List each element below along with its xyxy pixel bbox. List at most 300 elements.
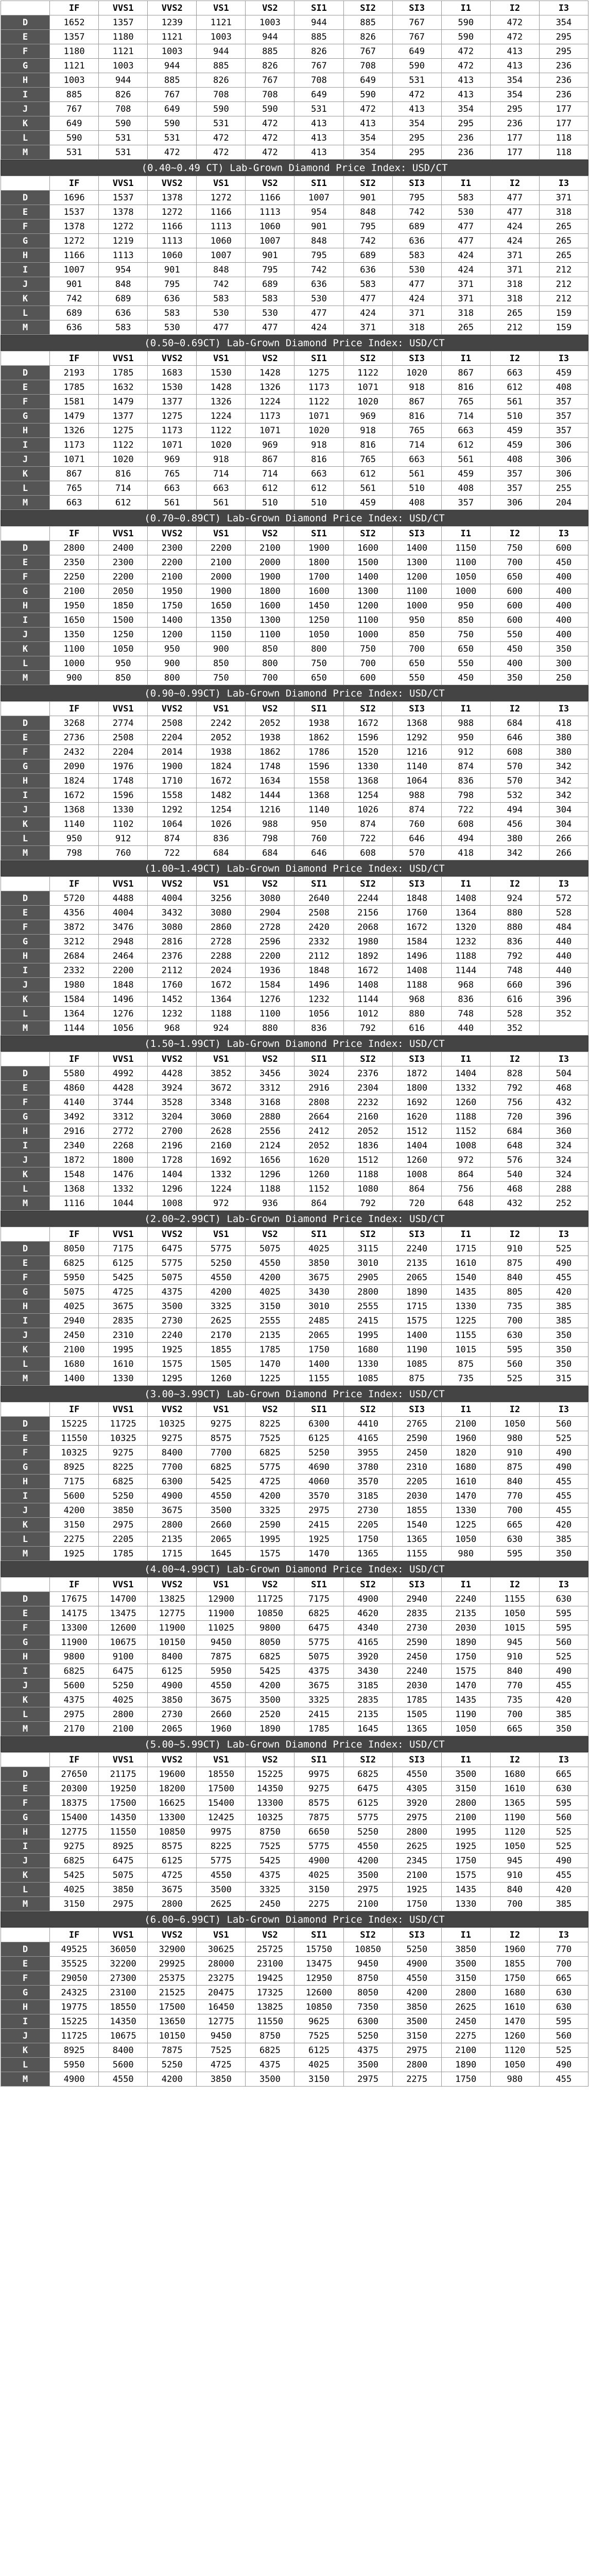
price-cell: 472 — [246, 116, 294, 131]
price-cell: 477 — [392, 277, 441, 292]
color-grade-cell: F — [1, 1971, 50, 1986]
price-cell: 408 — [392, 496, 441, 510]
price-cell: 236 — [441, 145, 490, 160]
table-row — [1, 978, 588, 992]
color-grade-cell: E — [1, 555, 50, 570]
price-cell: 583 — [441, 191, 490, 205]
price-cell: 477 — [441, 234, 490, 248]
price-cell: 16625 — [148, 1796, 197, 1810]
price-cell: 12425 — [197, 1810, 246, 1825]
price-cell: 1537 — [50, 205, 99, 219]
price-cell: 2940 — [392, 1592, 441, 1606]
price-cell: 1610 — [441, 1256, 490, 1270]
column-header: I3 — [539, 1753, 588, 1767]
price-cell: 318 — [392, 320, 441, 335]
price-cell: 1180 — [50, 44, 99, 59]
price-cell: 765 — [343, 452, 392, 467]
price-cell: 304 — [539, 803, 588, 817]
price-cell: 3325 — [197, 1299, 246, 1314]
price-cell: 1750 — [294, 1343, 343, 1357]
table-row — [1, 642, 588, 656]
price-cell: 432 — [539, 1095, 588, 1110]
price-cell: 2415 — [294, 1518, 343, 1532]
price-cell: 1980 — [50, 978, 99, 992]
price-cell: 968 — [392, 992, 441, 1007]
price-cell: 636 — [50, 320, 99, 335]
price-cell: 1368 — [294, 788, 343, 803]
price-cell: 1020 — [343, 395, 392, 409]
price-cell: 6825 — [99, 1475, 148, 1489]
price-cell: 1479 — [99, 395, 148, 409]
price-cell: 1800 — [294, 555, 343, 570]
price-cell: 2275 — [294, 1897, 343, 1911]
price-cell: 13300 — [148, 1810, 197, 1825]
price-cell: 2420 — [294, 920, 343, 935]
price-cell: 805 — [490, 1285, 539, 1299]
table-row — [1, 1021, 588, 1036]
price-cell: 3850 — [392, 2000, 441, 2014]
price-cell: 3872 — [50, 920, 99, 935]
color-grade-cell: E — [1, 380, 50, 395]
column-header: SI1 — [294, 702, 343, 716]
price-cell: 1122 — [343, 366, 392, 380]
table-row — [1, 1825, 588, 1839]
price-cell: 600 — [490, 584, 539, 599]
price-cell: 18375 — [50, 1796, 99, 1810]
color-grade-cell: J — [1, 1153, 50, 1167]
table-row — [1, 935, 588, 949]
table-row — [1, 409, 588, 423]
table-row — [1, 846, 588, 860]
price-cell: 490 — [539, 1664, 588, 1679]
price-cell: 477 — [294, 306, 343, 320]
price-cell: 5600 — [50, 1679, 99, 1693]
price-cell: 2628 — [197, 1124, 246, 1139]
price-cell: 1121 — [99, 44, 148, 59]
price-cell: 288 — [539, 1182, 588, 1196]
table-row — [1, 1182, 588, 1196]
price-cell: 1219 — [99, 234, 148, 248]
price-cell: 4200 — [246, 1489, 294, 1503]
price-cell: 3150 — [392, 2029, 441, 2043]
price-cell: 750 — [197, 671, 246, 685]
price-cell: 424 — [343, 306, 392, 320]
column-header: VS2 — [246, 877, 294, 891]
price-cell: 236 — [441, 131, 490, 145]
price-cell: 1254 — [343, 788, 392, 803]
price-cell: 531 — [294, 102, 343, 116]
price-cell: 735 — [441, 1371, 490, 1386]
price-cell: 1008 — [441, 1139, 490, 1153]
price-cell: 2288 — [197, 949, 246, 963]
table-row — [1, 963, 588, 978]
price-cell: 3850 — [99, 1503, 148, 1518]
price-cell: 1656 — [246, 1153, 294, 1167]
color-grade-cell: E — [1, 1431, 50, 1446]
price-cell: 306 — [490, 496, 539, 510]
price-cell: 1680 — [441, 1460, 490, 1475]
column-header: I3 — [539, 877, 588, 891]
price-cell: 400 — [539, 570, 588, 584]
price-cell: 8225 — [99, 1460, 148, 1475]
price-cell: 295 — [441, 116, 490, 131]
column-header: VS2 — [246, 1753, 294, 1767]
table-row — [1, 380, 588, 395]
color-grade-cell: F — [1, 1270, 50, 1285]
price-cell: 792 — [343, 1021, 392, 1036]
table-row — [1, 906, 588, 920]
price-cell: 1938 — [197, 745, 246, 759]
price-cell: 901 — [148, 263, 197, 277]
price-cell: 616 — [490, 992, 539, 1007]
price-cell: 969 — [148, 452, 197, 467]
price-cell: 950 — [441, 599, 490, 613]
table-row — [1, 1371, 588, 1386]
price-cell: 840 — [490, 1270, 539, 1285]
price-cell: 450 — [441, 671, 490, 685]
price-cell: 1080 — [343, 1182, 392, 1196]
color-grade-cell: K — [1, 116, 50, 131]
price-cell: 1575 — [441, 1664, 490, 1679]
price-cell: 700 — [490, 1503, 539, 1518]
price-cell: 550 — [392, 671, 441, 685]
price-cell: 10325 — [246, 1810, 294, 1825]
price-cell: 636 — [294, 277, 343, 292]
table-row — [1, 2029, 588, 2043]
price-cell: 4004 — [99, 906, 148, 920]
price-cell: 504 — [539, 1066, 588, 1081]
price-cell: 295 — [392, 145, 441, 160]
column-header: I2 — [490, 1928, 539, 1942]
price-cell: 3168 — [246, 1095, 294, 1110]
price-cell: 413 — [392, 102, 441, 116]
price-cell: 867 — [392, 395, 441, 409]
price-cell: 1188 — [246, 1182, 294, 1196]
price-cell: 1200 — [148, 628, 197, 642]
price-cell: 10325 — [50, 1446, 99, 1460]
table-row — [1, 248, 588, 263]
price-cell: 1672 — [197, 978, 246, 992]
price-cell: 1890 — [392, 1285, 441, 1299]
table-row — [1, 1518, 588, 1532]
table-row — [1, 1782, 588, 1796]
price-cell: 2736 — [50, 731, 99, 745]
price-cell: 5250 — [148, 2058, 197, 2072]
price-cell: 3024 — [294, 1066, 343, 1081]
price-cell: 1938 — [294, 716, 343, 731]
price-cell: 4375 — [246, 2058, 294, 2072]
price-cell: 918 — [392, 380, 441, 395]
price-cell: 742 — [343, 234, 392, 248]
price-cell: 1634 — [246, 774, 294, 788]
color-grade-cell: I — [1, 788, 50, 803]
column-header: SI2 — [343, 527, 392, 541]
price-cell: 1428 — [246, 366, 294, 380]
price-cell: 1300 — [246, 613, 294, 628]
price-table — [1, 176, 588, 335]
price-cell: 2100 — [50, 1343, 99, 1357]
table-row — [1, 131, 588, 145]
column-header: VVS2 — [148, 702, 197, 716]
price-cell: 5775 — [197, 1242, 246, 1256]
column-header: I1 — [441, 1, 490, 15]
price-cell: 1056 — [99, 1021, 148, 1036]
column-header: SI3 — [392, 877, 441, 891]
price-cell: 1100 — [246, 1007, 294, 1021]
price-cell: 1368 — [392, 716, 441, 731]
table-row — [1, 1285, 588, 1299]
table-row — [1, 263, 588, 277]
price-cell: 2916 — [294, 1081, 343, 1095]
price-cell: 2555 — [343, 1299, 392, 1314]
price-cell: 5425 — [50, 1868, 99, 1883]
color-grade-cell: H — [1, 1650, 50, 1664]
price-cell: 8050 — [50, 1242, 99, 1256]
price-cell: 1330 — [441, 1897, 490, 1911]
price-cell: 792 — [490, 949, 539, 963]
price-cell: 630 — [539, 1986, 588, 2000]
table-row — [1, 234, 588, 248]
price-cell: 1060 — [197, 234, 246, 248]
price-cell: 5250 — [392, 1942, 441, 1957]
price-cell: 2065 — [197, 1532, 246, 1547]
price-cell: 3348 — [197, 1095, 246, 1110]
price-cell: 767 — [246, 73, 294, 88]
price-cell: 2916 — [50, 1124, 99, 1139]
price-cell: 945 — [490, 1854, 539, 1868]
price-cell: 663 — [50, 496, 99, 510]
price-cell: 1995 — [99, 1343, 148, 1357]
price-cell: 912 — [99, 832, 148, 846]
column-header: I3 — [539, 1, 588, 15]
price-cell: 1050 — [441, 1532, 490, 1547]
price-cell: 24325 — [50, 1986, 99, 2000]
price-cell: 646 — [294, 846, 343, 860]
price-cell: 826 — [99, 88, 148, 102]
price-cell: 13475 — [99, 1606, 148, 1621]
price-cell: 9275 — [99, 1446, 148, 1460]
price-cell: 9975 — [197, 1825, 246, 1839]
table-row — [1, 1957, 588, 1971]
price-cell: 2350 — [50, 555, 99, 570]
price-cell: 816 — [294, 452, 343, 467]
color-grade-cell: F — [1, 570, 50, 584]
price-cell: 1100 — [441, 555, 490, 570]
price-cell: 950 — [50, 832, 99, 846]
color-grade-cell: L — [1, 306, 50, 320]
price-cell: 1404 — [441, 1066, 490, 1081]
price-cell: 649 — [50, 116, 99, 131]
color-grade-cell: D — [1, 15, 50, 30]
price-cell: 11550 — [50, 1431, 99, 1446]
price-cell: 561 — [343, 481, 392, 496]
table-row — [1, 438, 588, 452]
price-cell: 2065 — [392, 1270, 441, 1285]
price-cell: 836 — [197, 832, 246, 846]
price-cell: 2030 — [392, 1489, 441, 1503]
price-cell: 3430 — [294, 1285, 343, 1299]
price-cell: 531 — [392, 73, 441, 88]
price-cell: 936 — [246, 1196, 294, 1211]
color-grade-cell: F — [1, 44, 50, 59]
price-cell: 1007 — [294, 191, 343, 205]
price-cell: 720 — [392, 1196, 441, 1211]
column-header: VVS2 — [148, 527, 197, 541]
price-cell: 2450 — [392, 1650, 441, 1664]
price-cell: 3500 — [441, 1767, 490, 1782]
price-cell: 455 — [539, 1868, 588, 1883]
column-header: VS1 — [197, 176, 246, 191]
price-cell: 2000 — [246, 555, 294, 570]
price-cell: 2450 — [246, 1897, 294, 1911]
price-cell: 1584 — [392, 935, 441, 949]
price-cell: 8400 — [99, 2043, 148, 2058]
price-cell: 1260 — [197, 1371, 246, 1386]
price-cell: 1632 — [99, 380, 148, 395]
price-cell: 1150 — [441, 541, 490, 555]
price-cell: 6125 — [294, 2043, 343, 2058]
price-cell: 1950 — [50, 599, 99, 613]
price-cell: 1188 — [197, 1007, 246, 1021]
price-cell: 9450 — [197, 2029, 246, 2043]
price-cell: 1003 — [99, 59, 148, 73]
price-cell: 1326 — [50, 423, 99, 438]
price-cell: 828 — [490, 1066, 539, 1081]
price-cell: 3675 — [148, 1883, 197, 1897]
column-header: IF — [50, 1928, 99, 1942]
color-grade-cell: D — [1, 1242, 50, 1256]
price-cell: 19600 — [148, 1767, 197, 1782]
price-cell: 770 — [539, 1942, 588, 1957]
price-cell: 826 — [197, 73, 246, 88]
price-cell: 15400 — [197, 1796, 246, 1810]
color-grade-cell: I — [1, 1664, 50, 1679]
table-row — [1, 1547, 588, 1561]
price-cell: 2100 — [392, 1868, 441, 1883]
price-cell: 3268 — [50, 716, 99, 731]
price-cell: 6825 — [197, 1460, 246, 1475]
corner-cell — [1, 1928, 50, 1942]
price-cell: 848 — [343, 205, 392, 219]
price-cell: 874 — [441, 759, 490, 774]
table-row — [1, 1664, 588, 1679]
price-table-block — [1, 1736, 588, 1911]
price-cell: 885 — [246, 44, 294, 59]
price-cell: 352 — [490, 1021, 539, 1036]
price-cell: 867 — [50, 467, 99, 481]
price-cell: 2450 — [392, 1446, 441, 1460]
price-cell: 1295 — [148, 1371, 197, 1386]
color-grade-cell: H — [1, 73, 50, 88]
price-cell: 1470 — [441, 1679, 490, 1693]
color-grade-cell: D — [1, 716, 50, 731]
price-cell: 5425 — [99, 1270, 148, 1285]
price-cell: 2135 — [392, 1256, 441, 1270]
price-cell: 910 — [490, 1242, 539, 1256]
price-cell: 2975 — [343, 2072, 392, 2087]
price-cell: 1872 — [392, 1066, 441, 1081]
price-cell: 4860 — [50, 1081, 99, 1095]
price-cell: 980 — [490, 1431, 539, 1446]
price-cell: 14350 — [246, 1782, 294, 1796]
column-header: SI2 — [343, 351, 392, 366]
price-cell: 1364 — [441, 906, 490, 920]
price-cell: 1071 — [343, 380, 392, 395]
price-cell: 750 — [294, 656, 343, 671]
price-cell: 11900 — [148, 1621, 197, 1635]
price-cell: 2816 — [148, 935, 197, 949]
price-cell: 760 — [294, 832, 343, 846]
price-cell: 371 — [539, 191, 588, 205]
column-header: SI3 — [392, 1, 441, 15]
price-cell: 4140 — [50, 1095, 99, 1110]
price-cell: 944 — [294, 15, 343, 30]
price-cell: 1332 — [99, 1182, 148, 1196]
price-cell: 1476 — [99, 1167, 148, 1182]
price-cell: 840 — [490, 1664, 539, 1679]
price-cell: 318 — [539, 205, 588, 219]
price-table-block — [1, 1036, 588, 1211]
price-cell: 1121 — [197, 15, 246, 30]
price-cell: 1785 — [99, 366, 148, 380]
price-cell: 2800 — [441, 1986, 490, 2000]
price-cell: 2052 — [343, 1124, 392, 1139]
price-cell: 2590 — [392, 1635, 441, 1650]
color-grade-cell: K — [1, 1518, 50, 1532]
price-cell: 10675 — [99, 2029, 148, 2043]
price-cell: 4060 — [294, 1475, 343, 1489]
price-cell: 1180 — [99, 30, 148, 44]
table-row — [1, 292, 588, 306]
price-cell: 1530 — [197, 366, 246, 380]
price-cell: 21175 — [99, 1767, 148, 1782]
price-cell: 6475 — [99, 1664, 148, 1679]
price-cell: 874 — [343, 817, 392, 832]
price-cell: 4375 — [343, 2043, 392, 2058]
price-cell: 1960 — [197, 1722, 246, 1736]
price-cell: 980 — [490, 2072, 539, 2087]
column-header: IF — [50, 1402, 99, 1417]
corner-cell — [1, 877, 50, 891]
price-cell: 5775 — [343, 1810, 392, 1825]
price-cell: 1350 — [197, 613, 246, 628]
price-cell: 472 — [148, 145, 197, 160]
price-cell: 2625 — [441, 2000, 490, 2014]
price-cell: 1330 — [343, 1357, 392, 1371]
price-cell: 5775 — [197, 1854, 246, 1868]
price-cell: 8050 — [343, 1986, 392, 2000]
table-row — [1, 1532, 588, 1547]
price-cell: 1007 — [197, 248, 246, 263]
price-cell: 2310 — [99, 1328, 148, 1343]
price-cell: 1558 — [294, 774, 343, 788]
price-cell: 950 — [148, 642, 197, 656]
price-cell: 1155 — [490, 1592, 539, 1606]
price-cell: 2090 — [50, 759, 99, 774]
header-row — [1, 1227, 588, 1242]
price-cell: 204 — [539, 496, 588, 510]
color-grade-cell: J — [1, 277, 50, 292]
price-cell: 2065 — [148, 1722, 197, 1736]
price-cell: 1260 — [441, 1095, 490, 1110]
price-cell: 765 — [441, 395, 490, 409]
price-cell: 354 — [343, 131, 392, 145]
price-cell: 2880 — [246, 1110, 294, 1124]
price-cell: 1121 — [148, 30, 197, 44]
column-header: VVS1 — [99, 1753, 148, 1767]
column-header: VVS1 — [99, 1052, 148, 1066]
price-cell: 27650 — [50, 1767, 99, 1782]
